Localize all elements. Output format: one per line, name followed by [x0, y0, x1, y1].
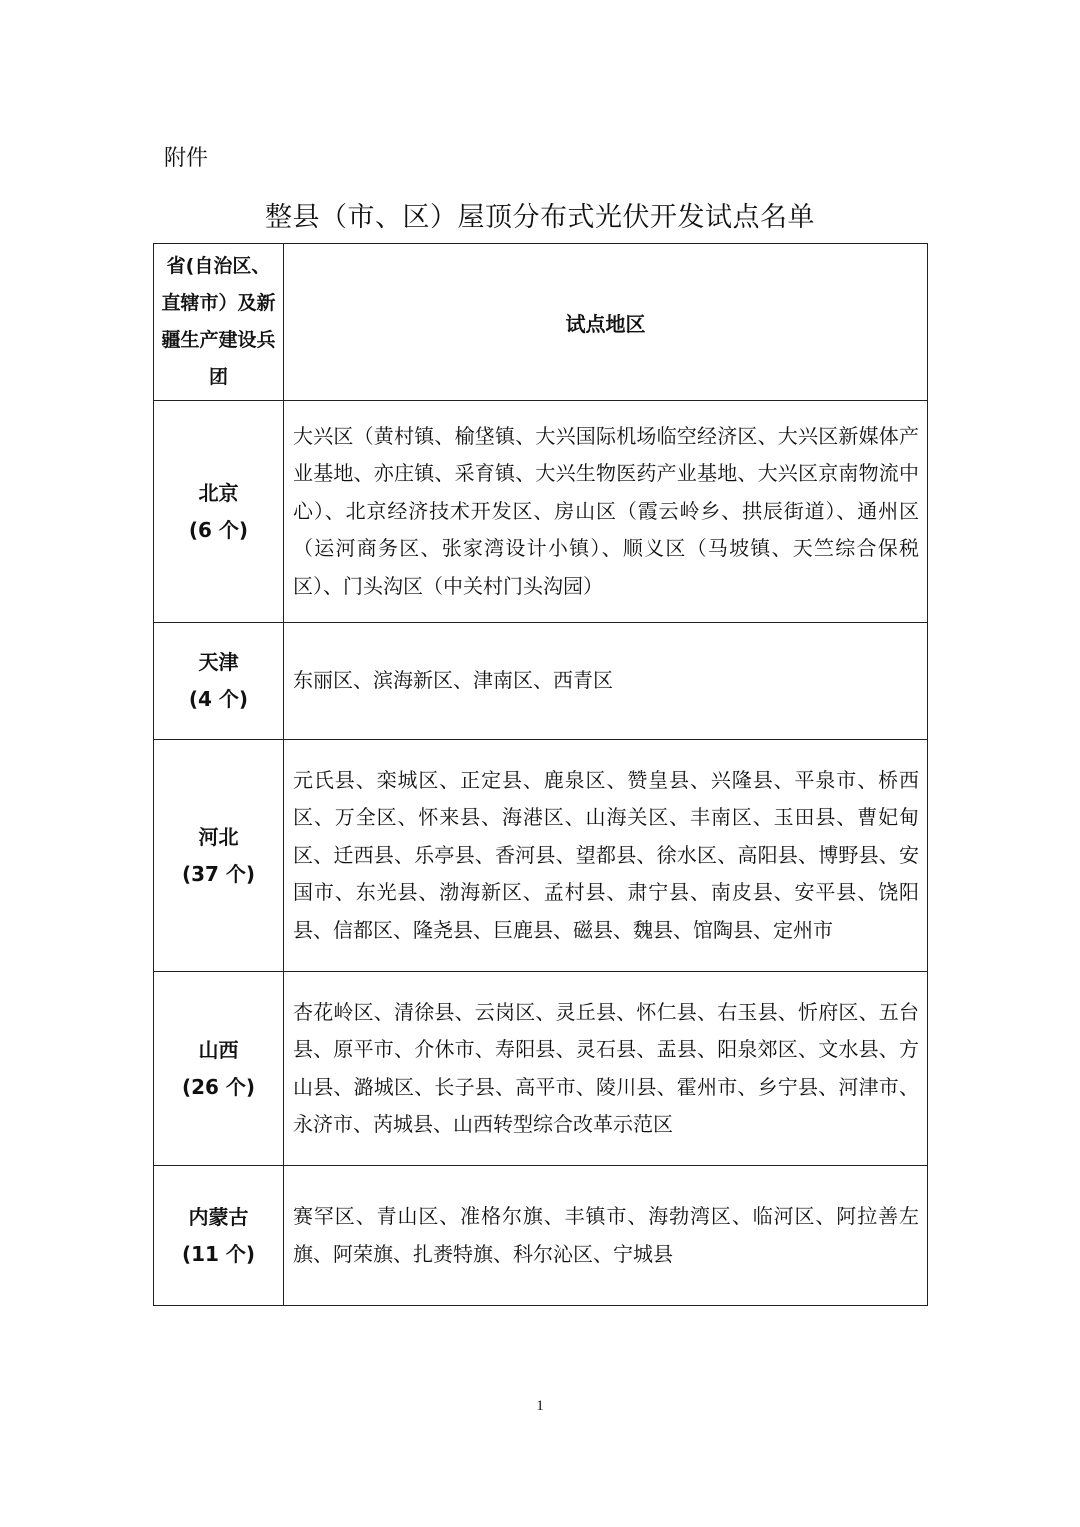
table-row: [154, 740, 928, 972]
province-name: 内蒙古: [188, 1204, 249, 1229]
areas-cell: 赛罕区、青山区、准格尔旗、丰镇市、海勃湾区、临河区、阿拉善左旗、阿荣旗、扎赉特旗、科尔沁区、宁城县: [284, 1166, 928, 1306]
province-cell: [154, 401, 284, 623]
province-cell: [154, 1166, 284, 1306]
province-name: 河北: [198, 824, 239, 849]
header-province: 省(自治区、直辖市）及新疆生产建设兵团: [154, 244, 284, 401]
areas-cell: 元氏县、栾城区、正定县、鹿泉区、赞皇县、兴隆县、平泉市、桥西区、万全区、怀来县、海港区、山海关区、丰南区、玉田县、曹妃甸区、迁西县、乐亭县、香河县、望都县、徐水区、高阳县、博野县、安国市、东光县、渤海新区、孟村县、肃宁县、南皮县、安平县、饶阳县、信都区、隆尧县、巨鹿县、磁县、魏县、馆陶县、定州市: [284, 740, 928, 972]
province-name: 天津: [198, 650, 239, 674]
attachment-label: 附件: [164, 146, 209, 171]
table-row: [154, 623, 928, 740]
table-row: [154, 1166, 928, 1306]
province-name: 山西: [198, 1037, 239, 1062]
province-cell: [154, 740, 284, 972]
province-name: 北京: [198, 480, 239, 505]
province-cell: [154, 623, 284, 740]
province-cell: [154, 972, 284, 1166]
table-row: [154, 972, 928, 1166]
areas-cell: 大兴区（黄村镇、榆垡镇、大兴国际机场临空经济区、大兴区新媒体产业基地、亦庄镇、采育镇、大兴生物医药产业基地、大兴区京南物流中心）、北京经济技术开发区、房山区（霞云岭乡、拱辰街道）、通州区（运河商务区、张家湾设计小镇）、顺义区（马坡镇、天竺综合保税区）、门头沟区（中关村门头沟园）: [284, 401, 928, 623]
province-count: (6 个): [188, 517, 249, 542]
table-row: [154, 401, 928, 623]
document-title: 整县（市、区）屋顶分布式光伏开发试点名单: [265, 202, 815, 233]
areas-cell: 杏花岭区、清徐县、云岗区、灵丘县、怀仁县、右玉县、忻府区、五台县、原平市、介休市、寿阳县、灵石县、盂县、阳泉郊区、文水县、方山县、潞城区、长子县、高平市、陵川县、霍州市、乡宁县、河津市、永济市、芮城县、山西转型综合改革示范区: [284, 972, 928, 1166]
province-count: (26 个): [181, 1074, 256, 1099]
table-header-row: [154, 244, 928, 401]
province-count: (11 个): [181, 1241, 256, 1266]
province-count: (37 个): [181, 861, 256, 886]
province-count: (4 个): [188, 687, 249, 711]
header-areas: 试点地区: [284, 244, 928, 401]
pilot-list-table: [153, 243, 928, 1306]
page-number: 1: [536, 1398, 544, 1414]
areas-cell: 东丽区、滨海新区、津南区、西青区: [284, 623, 928, 740]
